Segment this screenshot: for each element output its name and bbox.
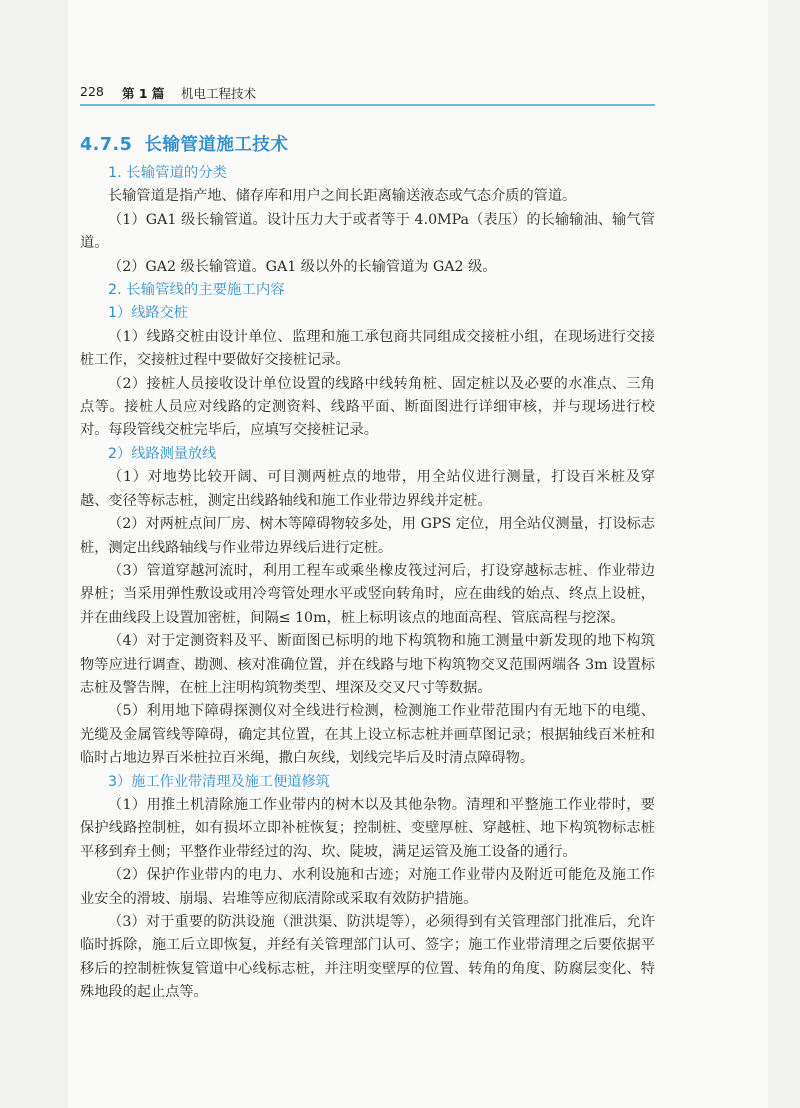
paragraph: （2）接桩人员接收设计单位设置的线路中线转角桩、固定桩以及必要的水准点、三角点等。接桩人员应对线路的定测资料、线路平面、断面图进行详细审核，并与现场进行校对。每段管线交桩完毕后，应填写交接桩记录。 [80,375,655,439]
subject-label: 机电工程技术 [181,86,257,101]
header-divider [80,104,655,106]
paragraph: （1）GA1 级长输管道。设计压力大于或者等于 4.0MPa（表压）的长输输油、输气管道。 [80,211,655,252]
paragraph: （3）管道穿越河流时，利用工程车或乘坐橡皮筏过河后，打设穿越标志桩、作业带边界桩；当采用弹性敷设或用冷弯管处理水平或竖向转角时，应在曲线的始点、终点上设桩，并在曲线段上设置加密桩，间隔≤ 10m，桩上标明该点的地面高程、管底高程与挖深。 [80,562,655,626]
section-number: 4.7.5 [80,135,133,155]
running-header [80,82,655,102]
subsection-heading: 1. 长输管道的分类 [108,165,228,181]
subsection-heading: 2. 长输管线的主要施工内容 [108,282,285,299]
sub-subsection-heading: 2）线路测量放线 [108,445,217,462]
paragraph: （2）对两桩点间厂房、树木等障碍物较多处，用 GPS 定位，用全站仪测量，打设标志桩，测定出线路轴线与作业带边界线后进行定桩。 [80,516,655,556]
paragraph: （5）利用地下障碍探测仪对全线进行检测，检测施工作业带范围内有无地下的电缆、光缆及金属管线等障碍，确定其位置，在其上设立标志桩并画草图记录；根据轴线百米桩和临时占地边界百米桩拉百米绳，撒白灰线，划线完毕后及时清点障碍物。 [80,703,655,767]
paragraph: （2）GA2 级长输管道。GA1 级以外的长输管道为 GA2 级。 [108,258,497,275]
sub-subsection-heading: 1）线路交桩 [108,305,188,322]
paragraph: （2）保护作业带内的电力、水利设施和古迹；对施工作业带内及附近可能危及施工作业安全的滑坡、崩塌、岩堆等应彻底清除或采取有效防护措施。 [80,867,655,907]
section-title-text: 长输管道施工技术 [144,135,289,155]
body-text [80,162,655,1005]
paragraph: （4）对于定测资料及平、断面图已标明的地下构筑物和施工测量中新发现的地下构筑物等应进行调查、勘测、核对准确位置，并在线路与地下构筑物交叉范围两端各 3m 设置标志桩及警告牌，在桩上注明构筑物类型、埋深及交叉尺寸等数据。 [80,633,655,696]
paragraph: 长输管道是指产地、储存库和用户之间长距离输送液态或气态介质的管道。 [108,188,577,205]
paragraph: （1）用推土机清除施工作业带内的树木以及其他杂物。清理和平整施工作业带时，要保护线路控制桩，如有损坏立即补桩恢复；控制桩、变壁厚桩、穿越桩、地下构筑物标志桩平移到弃土侧；平整作业带经过的沟、坎、陡坡，满足运管及施工设备的通行。 [80,796,655,860]
section-title [80,131,288,156]
sub-subsection-heading: 3）施工作业带清理及施工便道修筑 [108,773,330,790]
page-number: 228 [80,84,104,99]
paragraph: （1）对地势比较开阔、可目测两桩点的地带，用全站仪进行测量，打设百米桩及穿越、变径等标志桩，测定出线路轴线和施工作业带边界线并定桩。 [80,469,655,509]
part-label: 第 1 篇 [122,86,165,101]
paragraph: （3）对于重要的防洪设施（泄洪渠、防洪堤等），必须得到有关管理部门批准后，允许临时拆除，施工后立即恢复，并经有关管理部门认可、签字；施工作业带清理之后要依据平移后的控制桩恢复管道中心线标志桩，并注明变壁厚的位置、转角的角度、防腐层变化、特殊地段的起止点等。 [80,914,655,1001]
paragraph: （1）线路交桩由设计单位、监理和施工承包商共同组成交接桩小组，在现场进行交接桩工作，交接桩过程中要做好交接桩记录。 [80,328,655,369]
